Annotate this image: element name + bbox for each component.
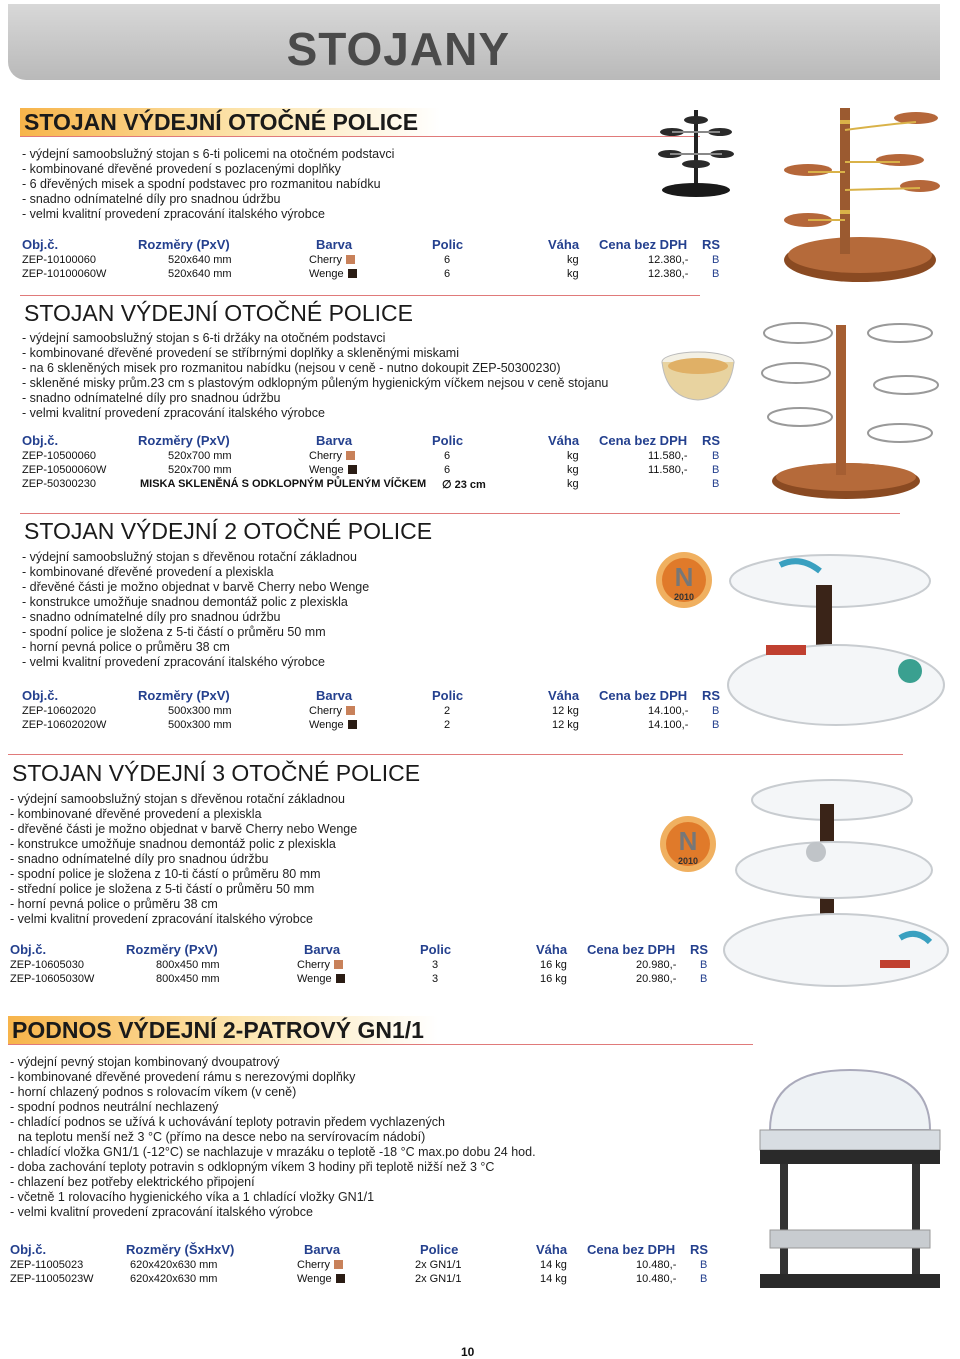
stand-wenge-image <box>656 102 736 198</box>
section-1-title: STOJAN VÝDEJNÍ OTOČNÉ POLICE <box>24 109 419 135</box>
spec-header-row: Obj.č. Rozměry (PxV) Barva Polic Váha Cena bez DPH RS <box>22 237 721 252</box>
table-row: ZEP-10605030W 800x450 mm Wenge 3 16 kg 20.980,- B <box>10 972 708 985</box>
section-3-title: STOJAN VÝDEJNÍ 2 OTOČNÉ POLICE <box>24 518 433 544</box>
section-1-description: - výdejní samoobslužný stojan s 6-ti policemi na otočném podstavci - kombinované dřevěné provedení s pozlacenými doplňky - 6 dřevěných misek a spodní podstavec pro rozmanitou nabídku - snadno odnímatelné díly pro snadnou údržbu - velmi kvalitní provedení zpracování italského výrobce <box>22 147 395 221</box>
table-row: ZEP-10602020 500x300 mm Cherry 2 12 kg 14.100,- B <box>22 705 720 717</box>
svg-text:N: N <box>674 562 694 592</box>
section-5-title-line <box>8 1044 753 1045</box>
section-3-title-line <box>20 513 900 514</box>
section-1-spec-table <box>22 237 742 281</box>
cherry-swatch <box>334 960 343 969</box>
section-2-title-line <box>20 295 700 296</box>
section-3-description: - výdejní samoobslužný stojan s dřevěnou rotační základnou - kombinované dřevěné provedení a plexiskla - dřevěné části je možno objednat v barvě Cherry nebo Wenge - konstrukce umožňuje snadnou demontáž polic z plexiskla - snadno odnímatelné díly pro snadnou údržbu - spodní police je složena z 5-ti částí o průměru 50 mm - horní pevná police o průměru 38 cm - velmi kvalitní provedení zpracování italského výrobce <box>22 550 370 669</box>
wenge-swatch <box>348 720 357 729</box>
section-2-title: STOJAN VÝDEJNÍ OTOČNÉ POLICE <box>24 300 413 326</box>
two-tier-stand-image <box>720 545 950 735</box>
section-5-description: - výdejní pevný stojan kombinovaný dvoupatrový - kombinované dřevěné provedení rámu s nerezovými doplňky - horní chlazený podnos s rolovacím víkem (v ceně) - spodní podnos neutrální nechlazený - chladící podnos se užívá k uchovávání teploty potravin předem vychlazených na teplotu menší než 3 °C (přímo na desce nebo na servírovacím nádobí) - chladící vložka GN1/1 (-12°C) se nachlazuje v mrazáku o teplotě -18 °C max.po dobu 24 hod. - doba zachování teploty potravin s odklopným víkem 3 hodiny při teplotě nižší než 3 °C - chlazení bez potřeby elektrického připojení - včetně 1 rolovacího hygienického víka a 1 chladící vložky GN1/1 - velmi kvalitní provedení zpracování italského výrobce <box>10 1055 536 1219</box>
two-tier-tray-image <box>740 1060 950 1310</box>
table-row: ZEP-10100060 520x640 mm Cherry 6 kg 12.380,- B <box>22 254 720 266</box>
cherry-swatch <box>346 706 355 715</box>
cherry-swatch <box>334 1260 343 1269</box>
stand-cherry-image <box>780 100 940 288</box>
wenge-swatch <box>348 269 357 278</box>
glass-bowl-image <box>658 340 738 406</box>
three-tier-stand-image <box>720 770 955 990</box>
table-row: ZEP-10605030 800x450 mm Cherry 3 16 kg 20.980,- B <box>10 959 708 971</box>
section-2-description: - výdejní samoobslužný stojan s 6-ti držáky na otočném podstavci - kombinované dřevěné provedení se stříbrnými doplňky a skleněnými miskami - na 6 skleněných misek pro rozmanitou nabídku (nejsou v ceně - nutno dokoupit ZEP-50300230) - skleněné misky prům.23 cm s plastovým odklopným půleným hygienickým víčkem nejsou v ceně stojanu - snadno odnímatelné díly pro snadnou údržbu - velmi kvalitní provedení zpracování italského výrobce <box>22 331 609 420</box>
section-5-spec-table <box>10 1242 730 1286</box>
spec-header-row: Obj.č. Rozměry (PxV) Barva Polic Váha Cena bez DPH RS <box>22 688 721 703</box>
page-header <box>8 4 940 80</box>
section-4-description: - výdejní samoobslužný stojan s dřevěnou rotační základnou - kombinované dřevěné provedení a plexiskla - dřevěné části je možno objednat v barvě Cherry nebo Wenge - konstrukce umožňuje snadnou demontáž polic z plexiskla - snadno odnímatelné díly pro snadnou údržbu - spodní police je složena z 10-ti částí o průměru 80 mm - střední police je složena z 5-ti částí o průměru 50 mm - horní pevná police o průměru 38 cm - velmi kvalitní provedení zpracování italského výrobce <box>10 792 358 926</box>
svg-text:2010: 2010 <box>673 592 695 602</box>
svg-text:N: N <box>678 826 698 856</box>
spec-header-row: Obj.č. Rozměry (PxV) Barva Polic Váha Cena bez DPH RS <box>10 942 709 957</box>
cherry-swatch <box>346 255 355 264</box>
table-row: ZEP-10100060W 520x640 mm Wenge 6 kg 12.380,- B <box>22 267 720 280</box>
spec-header-row: Obj.č. Rozměry (PxV) Barva Polic Váha Cena bez DPH RS <box>22 433 721 448</box>
table-row: ZEP-10500060W 520x700 mm Wenge 6 kg 11.580,- B <box>22 463 720 476</box>
table-row: ZEP-11005023W 620x420x630 mm Wenge 2x GN1/1 14 kg 10.480,- B <box>10 1272 708 1285</box>
section-2-spec-table <box>22 433 742 492</box>
wenge-swatch <box>336 974 345 983</box>
cherry-swatch <box>346 451 355 460</box>
svg-text:2010: 2010 <box>677 856 699 866</box>
wenge-swatch <box>336 1274 345 1283</box>
page-number: 10 <box>461 1345 475 1359</box>
table-row: ZEP-10602020W 500x300 mm Wenge 2 12 kg 14.100,- B <box>22 718 720 731</box>
table-row: ZEP-11005023 620x420x630 mm Cherry 2x GN1/1 14 kg 10.480,- B <box>10 1259 708 1271</box>
section-4-spec-table <box>10 942 730 986</box>
section-4-title: STOJAN VÝDEJNÍ 3 OTOČNÉ POLICE <box>12 760 421 786</box>
section-1-title-line <box>20 136 700 137</box>
page-title: STOJANY <box>286 23 510 75</box>
glass-bowl-stand-image <box>750 305 950 505</box>
spec-header-row: Obj.č. Rozměry (ŠxHxV) Barva Police Váha Cena bez DPH RS <box>10 1242 709 1257</box>
new-2010-badge-icon <box>656 814 720 874</box>
table-row-accessory: ZEP-50300230 MISKA SKLENĚNÁ S ODKLOPNÝM PŮLENÝM VÍČKEM ∅ 23 cm kg B <box>22 478 720 491</box>
section-3-spec-table <box>22 688 742 732</box>
new-2010-badge-icon <box>652 550 716 610</box>
section-5-title: PODNOS VÝDEJNÍ 2-PATROVÝ GN1/1 <box>12 1017 424 1043</box>
table-row: ZEP-10500060 520x700 mm Cherry 6 kg 11.580,- B <box>22 450 720 462</box>
wenge-swatch <box>348 465 357 474</box>
section-4-title-line <box>8 754 903 755</box>
